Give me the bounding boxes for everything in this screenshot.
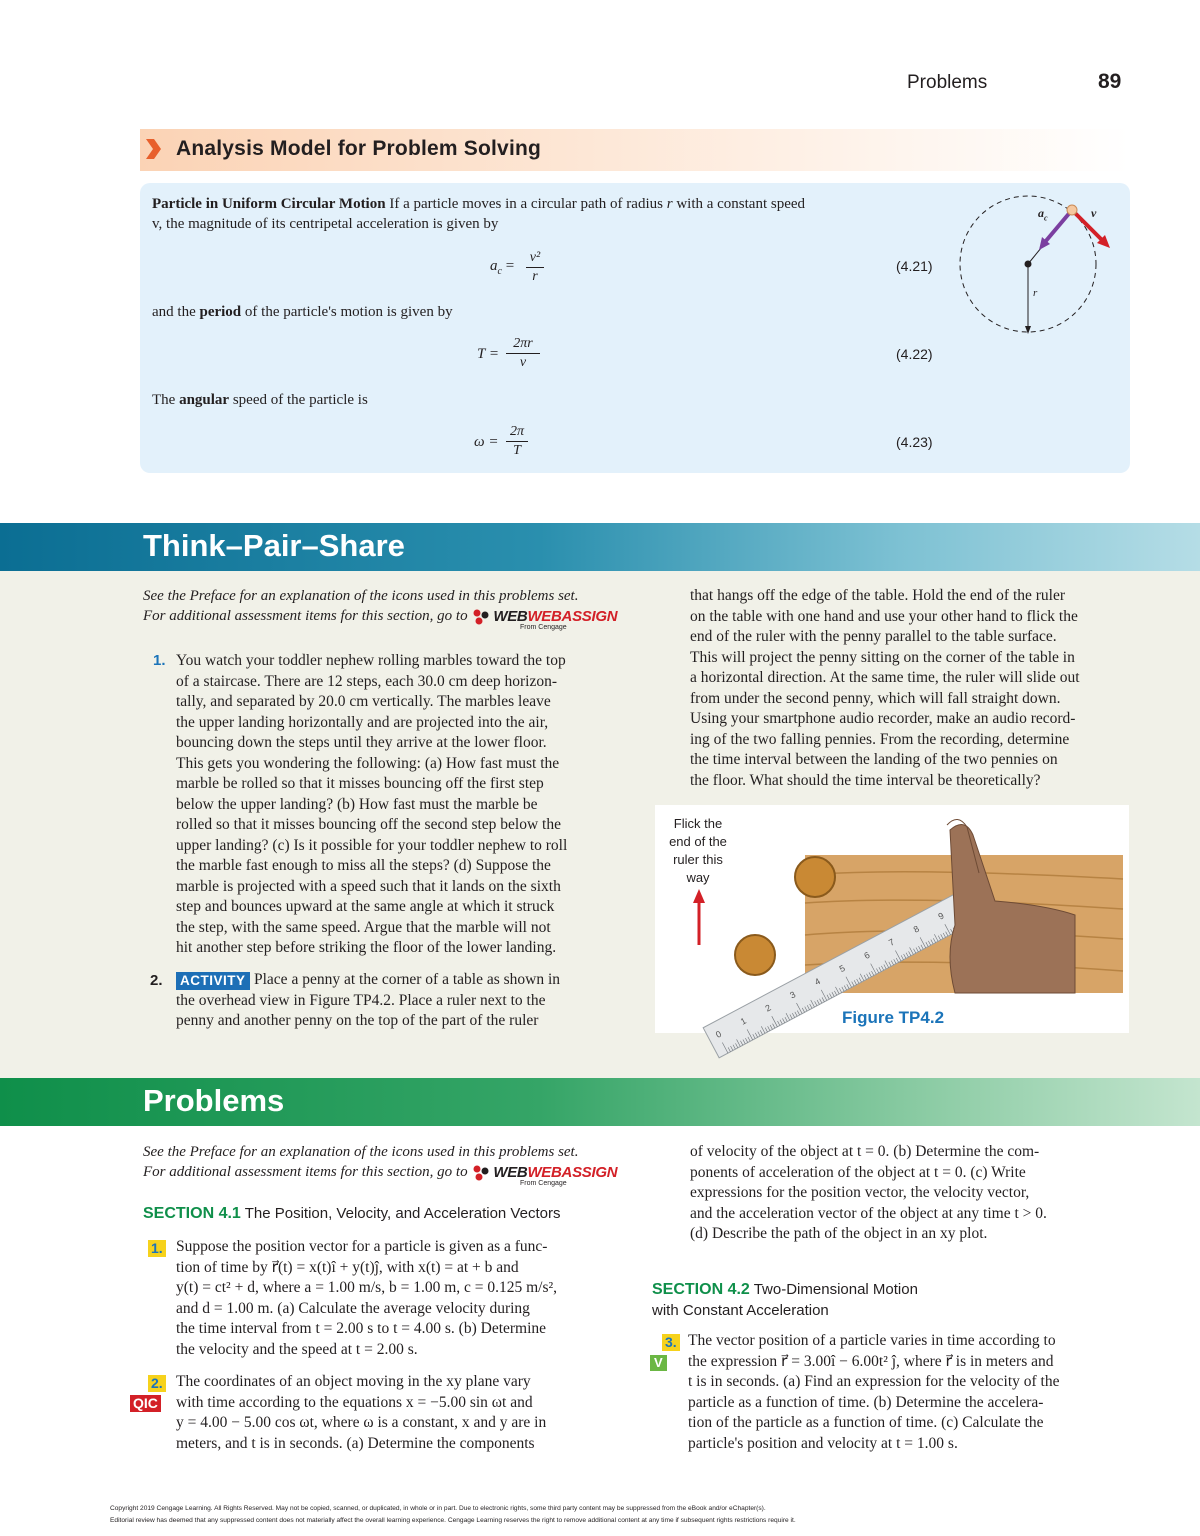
problem-2-line: with time according to the equations x = −5.00 sin ωt and bbox=[176, 1393, 533, 1411]
tps-problem-2-continued-line: from under the second penny, which will fall straight down. bbox=[690, 689, 1061, 707]
webassign-word: WEBWEBASSIGN bbox=[493, 1163, 618, 1181]
section-4-2-label: SECTION 4.2 bbox=[652, 1281, 750, 1298]
page-number: 89 bbox=[1098, 70, 1122, 93]
problem-2-continued-line: ponents of acceleration of the object at t = 0. (c) Write bbox=[690, 1163, 1026, 1181]
problems-band bbox=[0, 1078, 1200, 1126]
tps-problem-2-continued-line: the floor. What should the time interval be theoretically? bbox=[690, 771, 1041, 789]
tps-problem-2-number: 2. bbox=[150, 972, 163, 989]
tps-problem-2-continued-line: end of the ruler with the penny parallel to the table surface. bbox=[690, 628, 1057, 645]
period-text bbox=[152, 302, 453, 322]
webassign-icon bbox=[471, 1164, 493, 1182]
period-text-b: period bbox=[199, 304, 242, 320]
problem-1-line: the time interval from t = 2.00 s to t = 4.00 s. (b) Determine bbox=[176, 1320, 547, 1337]
period-text-c: of the particle's motion is given by bbox=[241, 304, 453, 320]
copyright-notice bbox=[110, 1503, 1090, 1527]
tps-note-line2: For additional assessment items for this section, go to bbox=[143, 608, 468, 624]
v-label: v bbox=[1091, 206, 1097, 220]
eq3-denominator: T bbox=[513, 443, 521, 458]
section-4-1-label: SECTION 4.1 bbox=[143, 1205, 241, 1222]
eq1-denominator: r bbox=[532, 269, 538, 284]
eq2-numerator: 2πr bbox=[513, 336, 533, 351]
v-badge-label: V bbox=[650, 1355, 667, 1371]
webassign-sub: From Cengage bbox=[520, 624, 567, 631]
eq3-fraction bbox=[506, 424, 528, 459]
eq1-number: (4.21) bbox=[896, 258, 933, 274]
ruler-number: 8 bbox=[911, 923, 921, 935]
problem-3-text bbox=[688, 1331, 1130, 1454]
problem-3-line: the expression r⃗ = 3.00î − 6.00t² ĵ, where r⃗ is in meters and bbox=[688, 1352, 1054, 1370]
ruler-number: 6 bbox=[862, 949, 872, 962]
tps-problem-2-continued bbox=[690, 586, 1130, 791]
think-pair-share-band bbox=[0, 523, 1200, 571]
angular-text-b: angular bbox=[179, 392, 230, 408]
tps-problem-1-line: the step, with the same speed. Argue that the marble will not bbox=[176, 918, 551, 936]
problem-3-line: The vector position of a particle varies in time according to bbox=[688, 1332, 1056, 1349]
problems-note-line1: See the Preface for an explanation of the icons used in this problems set. bbox=[143, 1144, 579, 1160]
v-badge bbox=[650, 1352, 667, 1371]
eq3-number: (4.23) bbox=[896, 434, 933, 450]
section-4-2-title-2: with Constant Acceleration bbox=[652, 1302, 829, 1319]
problem-3-line: particle's position and velocity at t = 1.00 s. bbox=[688, 1434, 958, 1452]
problem-2-continued-line: and the acceleration vector of the object at any time t > 0. bbox=[690, 1204, 1047, 1222]
angular-text-c: speed of the particle is bbox=[229, 392, 368, 408]
analysis-model-title: Analysis Model for Problem Solving bbox=[176, 137, 542, 160]
problem-2-line: meters, and t is in seconds. (a) Determine the components bbox=[176, 1434, 535, 1452]
figure-note-line3: ruler this bbox=[673, 852, 723, 867]
tps-problem-1-line: hit another step before striking the floor of the lower landing. bbox=[176, 939, 557, 956]
figure-note-line1: Flick the bbox=[673, 816, 723, 831]
tps-problem-2-continued-line: Using your smartphone audio recorder, make an audio record- bbox=[690, 710, 1076, 727]
tps-problem-2-line: Place a penny at the corner of a table as shown in bbox=[254, 971, 561, 988]
webassign-sub: From Cengage bbox=[520, 1180, 567, 1187]
problem-2-continued-line: expressions for the position vector, the velocity vector, bbox=[690, 1184, 1030, 1201]
figure-note-line2: end of the bbox=[669, 834, 727, 849]
section-4-1-title: The Position, Velocity, and Acceleration Vectors bbox=[244, 1205, 561, 1222]
tps-problem-1-line: bouncing down the steps until they arrive at the lower floor. bbox=[176, 734, 547, 751]
analysis-model-intro-line2: v, the magnitude of its centripetal acceleration is given by bbox=[152, 216, 499, 232]
figure-caption: Figure TP4.2 bbox=[842, 1008, 945, 1027]
ruler-number: 3 bbox=[788, 989, 798, 1001]
problem-1-number bbox=[148, 1238, 166, 1257]
section-4-1-heading bbox=[143, 1205, 560, 1223]
eq1-lhs: $a_c$ = bbox=[490, 258, 515, 277]
tps-problem-2-continued-line: the time interval between the landing of the two pennies on bbox=[690, 751, 1058, 768]
intro-text-a: If a particle moves in a circular path of radius bbox=[385, 196, 667, 212]
ac-symbol: a bbox=[1038, 206, 1044, 220]
tps-problem-1-line: This gets you wondering the following: (a) How fast must the bbox=[176, 754, 560, 772]
problem-2-number bbox=[148, 1373, 166, 1392]
tps-problem-2-line: penny and another penny on the top of the part of the ruler bbox=[176, 1012, 539, 1029]
problem-1-line: and d = 1.00 m. (a) Calculate the average velocity during bbox=[176, 1299, 530, 1317]
tps-problem-2-continued-line: ing of the two falling pennies. From the recording, determine bbox=[690, 730, 1070, 748]
tps-problem-1-text bbox=[176, 651, 621, 959]
ruler-number: 4 bbox=[812, 976, 823, 988]
ac-label bbox=[1038, 206, 1048, 222]
figure-note bbox=[658, 815, 738, 887]
problem-3-line: t is in seconds. (a) Find an expression for the velocity of the bbox=[688, 1373, 1060, 1390]
ruler-number: 9 bbox=[936, 910, 946, 922]
intro-r: r bbox=[666, 196, 673, 212]
eq2-number: (4.22) bbox=[896, 346, 933, 362]
problem-2-line: The coordinates of an object moving in the xy plane vary bbox=[176, 1373, 531, 1390]
model-heading: Particle in Uniform Circular Motion bbox=[152, 196, 386, 212]
figure-note-line4: way bbox=[686, 870, 710, 885]
tps-problem-2-continued-line: on the table with one hand and use your other hand to flick the bbox=[690, 607, 1078, 625]
problems-note bbox=[143, 1142, 623, 1183]
eq2-fraction bbox=[506, 336, 540, 371]
section-4-2-title-1: Two-Dimensional Motion bbox=[753, 1281, 918, 1298]
ruler-number: 7 bbox=[887, 936, 897, 948]
eq2-denominator: v bbox=[519, 355, 527, 370]
section-4-2-heading bbox=[652, 1279, 918, 1321]
copyright-line1: Copyright 2019 Cengage Learning. All Rights Reserved. May not be copied, scanned, or duplicated, in whole or in part. Due to electronic rights, some third party content may be suppressed from the eBook and/or eChapter(s). bbox=[110, 1505, 766, 1512]
eq2-lhs: T = bbox=[477, 346, 499, 362]
problems-title: Problems bbox=[143, 1083, 285, 1118]
tps-problem-1-line: tally, and separated by 20.0 cm vertically. The marbles leave bbox=[176, 693, 551, 710]
period-text-a: and the bbox=[152, 304, 200, 320]
tps-problem-1-line: marble be rolled so that it misses bouncing off the first step bbox=[176, 775, 544, 792]
problem-3-number-label: 3. bbox=[662, 1334, 680, 1351]
problems-note-line2: For additional assessment items for this section, go to bbox=[143, 1164, 468, 1180]
tps-problem-2-continued-line: This will project the penny sitting on the corner of the table in bbox=[690, 648, 1075, 666]
problem-1-line: the velocity and the speed at t = 2.00 s. bbox=[176, 1340, 418, 1358]
eq1-fraction bbox=[526, 250, 544, 285]
angular-text-a: The bbox=[152, 392, 180, 408]
tps-problem-1-number: 1. bbox=[153, 652, 166, 669]
tps-problem-2-continued-line: a horizontal direction. At the same time, the ruler will slide out bbox=[690, 669, 1080, 686]
tps-note bbox=[143, 586, 623, 627]
tps-problem-1-line: upper landing? (c) Is it possible for your toddler nephew to roll bbox=[176, 836, 568, 854]
problem-3-line: tion of the particle as a function of time. (c) Calculate the bbox=[688, 1414, 1044, 1431]
webassign-text: WEBASSIGN bbox=[527, 1163, 618, 1181]
problem-3-line: particle as a function of time. (b) Determine the accelera- bbox=[688, 1393, 1044, 1411]
problem-2-continued-line: of velocity of the object at t = 0. (b) Determine the com- bbox=[690, 1143, 1040, 1160]
running-head: Problems bbox=[907, 72, 988, 93]
tps-problem-1-line: the marble fast enough to miss all the steps? (d) Suppose the bbox=[176, 857, 551, 874]
eq3-numerator: 2π bbox=[509, 424, 524, 439]
problem-1-text bbox=[176, 1237, 621, 1360]
r-label: r bbox=[1033, 287, 1038, 299]
tps-problem-1-line: below the upper landing? (b) How fast must the marble be bbox=[176, 795, 538, 813]
ruler-number: 2 bbox=[763, 1002, 773, 1014]
webassign-text: WEBASSIGN bbox=[527, 607, 618, 625]
qic-badge-label: QIC bbox=[130, 1395, 161, 1412]
tps-problem-1-line: You watch your toddler nephew rolling marbles toward the top bbox=[176, 652, 566, 669]
problem-3-number bbox=[662, 1332, 680, 1351]
tps-problem-1-line: rolled so that it misses bouncing off the second step below the bbox=[176, 816, 561, 833]
ac-subscript: c bbox=[1044, 213, 1048, 223]
activity-badge-label: ACTIVITY bbox=[176, 972, 250, 990]
problem-2-number-label: 2. bbox=[148, 1375, 166, 1392]
intro-text-b: with a constant speed bbox=[672, 196, 806, 212]
eq1-numerator: v² bbox=[529, 250, 541, 265]
chevron-right-icon bbox=[144, 137, 162, 161]
problem-1-line: tion of time by r⃗(t) = x(t)î + y(t)ĵ, with x(t) = at + b and bbox=[176, 1258, 519, 1276]
problem-2-line: y = 4.00 − 5.00 cos ωt, where ω is a constant, x and y are in bbox=[176, 1414, 547, 1431]
tps-problem-2-text bbox=[176, 970, 621, 1032]
ruler-number: 5 bbox=[837, 962, 847, 975]
problem-2-continued bbox=[690, 1142, 1130, 1245]
ruler-number: 1 bbox=[738, 1015, 748, 1027]
ruler-number: 0 bbox=[713, 1028, 724, 1040]
eq1-sub: c bbox=[497, 266, 502, 277]
tps-note-line1: See the Preface for an explanation of the icons used in this problems set. bbox=[143, 588, 579, 604]
tps-problem-1-line: step and bounces upward at the same angle at which it struck bbox=[176, 898, 555, 915]
think-pair-share-title: Think–Pair–Share bbox=[143, 528, 405, 563]
problem-2-text bbox=[176, 1372, 621, 1454]
eq1-a: a bbox=[490, 258, 498, 274]
analysis-model-intro bbox=[152, 194, 942, 214]
copyright-line2: Editorial review has deemed that any suppressed content does not materially affect the overall learning experience. Cengage Learning reserves the right to remove additional content at any time if subsequent rights restrictions require it. bbox=[110, 1517, 796, 1524]
angular-text bbox=[152, 390, 368, 410]
tps-problem-1-line: marble is projected with a speed such that it lands on the sixth bbox=[176, 877, 561, 895]
webassign-icon bbox=[471, 608, 493, 626]
tps-problem-2-line: the overhead view in Figure TP4.2. Place a ruler next to the bbox=[176, 991, 546, 1009]
problem-1-line: Suppose the position vector for a particle is given as a func- bbox=[176, 1238, 548, 1255]
problem-1-number-label: 1. bbox=[148, 1240, 166, 1257]
webassign-word: WEBWEBASSIGN bbox=[493, 607, 618, 625]
eq3-lhs: ω = bbox=[474, 434, 499, 450]
tps-problem-1-line: the upper landing horizontally and are projected into the air, bbox=[176, 713, 549, 731]
tps-problem-1-line: of a staircase. There are 12 steps, each 30.0 cm deep horizon- bbox=[176, 672, 558, 690]
problem-2-continued-line: (d) Describe the path of the object in an xy plot. bbox=[690, 1225, 988, 1242]
tps-problem-2-continued-line: that hangs off the edge of the table. Hold the end of the ruler bbox=[690, 587, 1066, 604]
qic-badge bbox=[130, 1393, 161, 1412]
problem-1-line: y(t) = ct² + d, where a = 1.00 m/s, b = 1.00 m, c = 0.125 m/s², bbox=[176, 1279, 558, 1296]
